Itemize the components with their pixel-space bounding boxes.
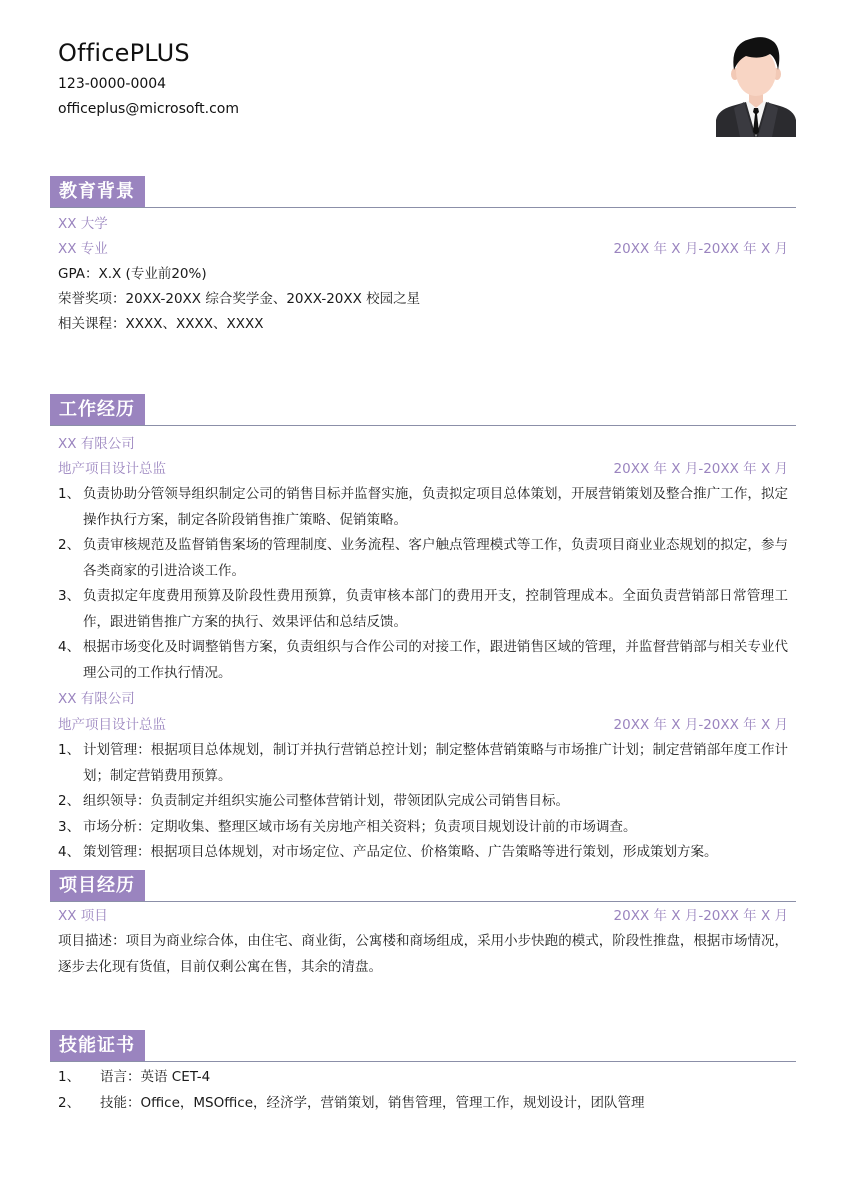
list-item xyxy=(58,789,788,815)
list-item xyxy=(58,482,788,533)
project-description: 项目描述：项目为商业综合体，由住宅、商业街，公寓楼和商场组成，采用小步快跑的模式，阶段性推盘，根据市场情况，逐步去化现有货值，目前仅剩公寓在售，其余的清盘。 xyxy=(58,933,788,975)
education-date: 20XX 年 X 月-20XX 年 X 月 xyxy=(613,241,788,257)
candidate-name: OfficePLUS xyxy=(58,39,190,67)
item-number: 2、 xyxy=(58,793,81,809)
list-item xyxy=(58,533,788,584)
project-section xyxy=(50,870,796,980)
skills-section xyxy=(50,1030,796,1116)
list-item xyxy=(58,635,788,686)
list-item xyxy=(58,738,788,789)
section-title: 教育背景 xyxy=(50,176,145,207)
list-item xyxy=(58,584,788,635)
section-title: 技能证书 xyxy=(50,1030,145,1061)
list-item xyxy=(58,815,788,841)
email-address: officeplus@microsoft.com xyxy=(58,101,239,117)
male-avatar-icon xyxy=(716,34,796,137)
project-name: XX 项目 xyxy=(58,908,108,924)
list-item xyxy=(50,1091,796,1117)
item-number: 1、 xyxy=(58,742,81,758)
item-text: 负责协助分管领导组织制定公司的销售目标并监督实施，负责拟定项目总体策划，开展营销策划及整合推广工作，拟定操作执行方案，制定各阶段销售推广策略、促销策略。 xyxy=(83,486,788,528)
item-text: 市场分析：定期收集、整理区域市场有关房地产相关资料；负责项目规划设计前的市场调查。 xyxy=(83,818,637,835)
honors-text: 荣誉奖项：20XX-20XX 综合奖学金、20XX-20XX 校园之星 xyxy=(58,291,421,307)
section-header xyxy=(50,394,796,426)
gpa-text: GPA：X.X (专业前20%) xyxy=(58,266,207,282)
item-text: 语言：英语 CET-4 xyxy=(100,1069,211,1085)
item-text: 负责审核规范及监督销售案场的管理制度、业务流程、客户触点管理模式等工作，负责项目商业业态规划的拟定，参与各类商家的引进洽谈工作。 xyxy=(83,537,788,579)
education-section xyxy=(50,176,796,337)
section-header xyxy=(50,1030,796,1062)
item-number: 1、 xyxy=(58,1069,81,1085)
item-text: 技能：Office，MSOffice，经济学，营销策划，销售管理，管理工作，规划设计，团队管理 xyxy=(100,1094,645,1111)
item-text: 组织领导：负责制定并组织实施公司整体营销计划，带领团队完成公司销售目标。 xyxy=(83,793,569,809)
item-number: 3、 xyxy=(58,588,81,604)
position-row xyxy=(50,457,796,482)
school-name: XX 大学 xyxy=(58,216,108,232)
project-date: 20XX 年 X 月-20XX 年 X 月 xyxy=(613,908,788,924)
work-section xyxy=(50,394,796,866)
position-title: 地产项目设计总监 xyxy=(58,717,166,733)
courses-text: 相关课程：XXXX、XXXX、XXXX xyxy=(58,316,264,332)
item-text: 策划管理：根据项目总体规划，对市场定位、产品定位、价格策略、广告策略等进行策划，形成策划方案。 xyxy=(83,844,718,860)
position-row xyxy=(50,713,796,738)
school-row xyxy=(50,212,796,237)
skill-list xyxy=(50,1065,796,1116)
duty-list xyxy=(50,482,796,686)
major-row xyxy=(50,237,796,262)
item-number: 3、 xyxy=(58,818,81,835)
section-title: 工作经历 xyxy=(50,394,145,425)
project-row xyxy=(50,904,796,929)
company-row xyxy=(50,687,796,712)
phone-number: 123-0000-0004 xyxy=(58,76,167,92)
section-header xyxy=(50,870,796,902)
resume-header xyxy=(58,38,239,122)
item-number: 4、 xyxy=(58,844,81,860)
item-number: 4、 xyxy=(58,639,81,655)
duty-list xyxy=(50,738,796,866)
company-name: XX 有限公司 xyxy=(58,436,135,452)
item-number: 2、 xyxy=(58,1094,81,1111)
item-number: 1、 xyxy=(58,486,81,502)
company-name: XX 有限公司 xyxy=(58,691,135,707)
item-text: 负责拟定年度费用预算及阶段性费用预算，负责审核本部门的费用开支，控制管理成本。全面负责营销部日常管理工作，跟进销售推广方案的执行、效果评估和总结反馈。 xyxy=(83,588,788,630)
item-number: 2、 xyxy=(58,537,81,553)
company-row xyxy=(50,432,796,457)
position-title: 地产项目设计总监 xyxy=(58,461,166,477)
section-title: 项目经历 xyxy=(50,870,145,901)
list-item xyxy=(58,840,788,866)
item-text: 根据市场变化及时调整销售方案，负责组织与合作公司的对接工作，跟进销售区域的管理，并监督营销部与相关专业代理公司的工作执行情况。 xyxy=(83,639,788,681)
job-date: 20XX 年 X 月-20XX 年 X 月 xyxy=(613,717,788,733)
list-item xyxy=(50,1065,796,1091)
major-name: XX 专业 xyxy=(58,241,108,257)
item-text: 计划管理：根据项目总体规划，制订并执行营销总控计划；制定整体营销策略与市场推广计划；制定营销部年度工作计划；制定营销费用预算。 xyxy=(83,742,788,784)
job-date: 20XX 年 X 月-20XX 年 X 月 xyxy=(613,461,788,477)
section-header xyxy=(50,176,796,208)
